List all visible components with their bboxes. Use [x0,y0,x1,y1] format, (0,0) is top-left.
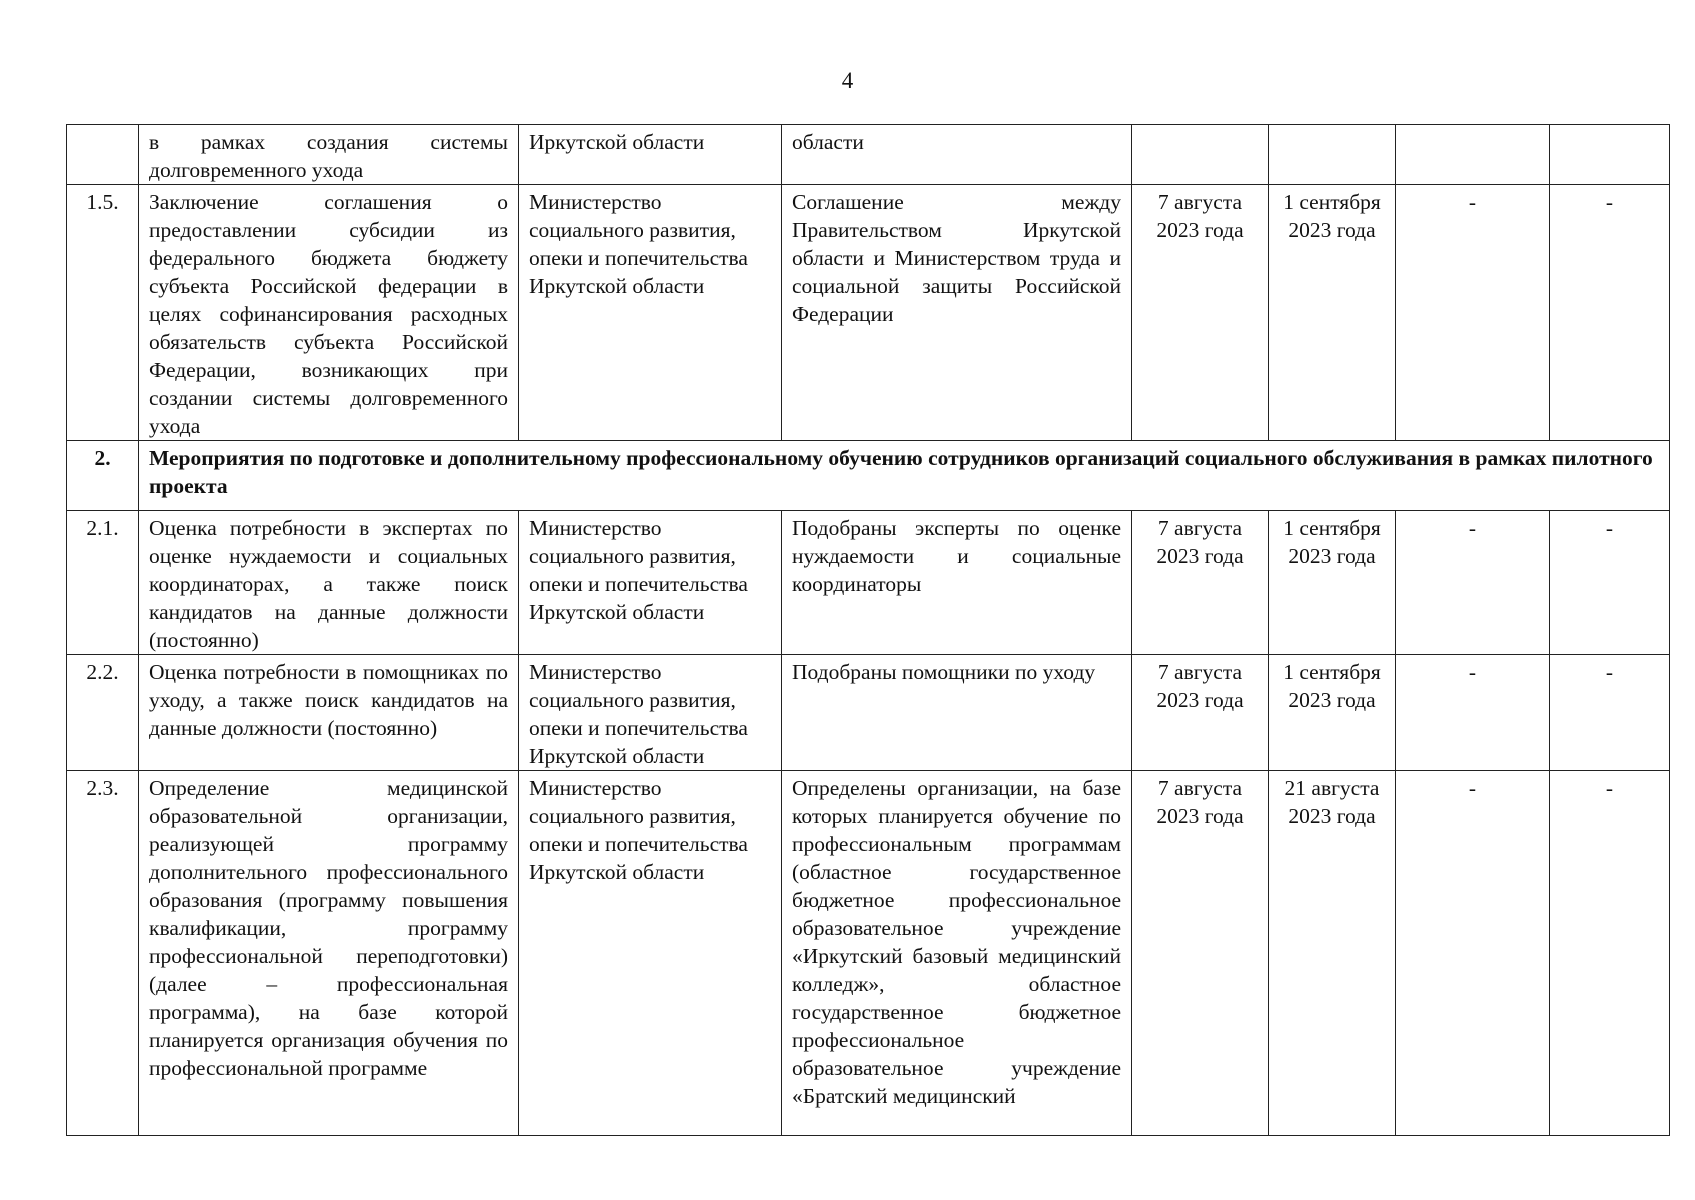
end-date-cell: 21 августа 2023 года [1269,771,1396,1136]
extra-cell-2 [1550,125,1670,185]
row-number: 2.1. [67,511,139,655]
row-number: 1.5. [67,185,139,441]
activity-cell: в рамках создания системы долговременного ухода [139,125,519,185]
result-cell: Определены организации, на базе которых планируется обучение по профессиональным программам (областное государственное бюджетное профессиональное образовательное учреждение «Иркутский базовый медицинский колледж», областное государственное бюджетное профессиональное образовательное учреждение «Братский медицинский [782,771,1132,1136]
start-date-cell: 7 августа 2023 года [1132,655,1269,771]
extra-cell-1: - [1396,655,1550,771]
end-date-cell: 1 сентября 2023 года [1269,511,1396,655]
row-number: 2.3. [67,771,139,1136]
responsible-cell: Министерство социального развития, опеки и попечительства Иркутской области [519,655,782,771]
row-number [67,125,139,185]
table-row [67,655,1670,771]
start-date-cell: 7 августа 2023 года [1132,771,1269,1136]
responsible-cell: Иркутской области [519,125,782,185]
extra-cell-1 [1396,125,1550,185]
table-row [67,511,1670,655]
responsible-cell: Министерство социального развития, опеки и попечительства Иркутской области [519,511,782,655]
end-date-cell: 1 сентября 2023 года [1269,655,1396,771]
extra-cell-2: - [1550,655,1670,771]
responsible-cell: Министерство социального развития, опеки и попечительства Иркутской области [519,185,782,441]
section-title: Мероприятия по подготовке и дополнительному профессиональному обучению сотрудников организаций социального обслуживания в рамках пилотного проекта [139,441,1670,511]
end-date-cell [1269,125,1396,185]
result-cell: Подобраны эксперты по оценке нуждаемости и социальные координаторы [782,511,1132,655]
extra-cell-1: - [1396,511,1550,655]
extra-cell-2: - [1550,511,1670,655]
result-cell: Подобраны помощники по уходу [782,655,1132,771]
start-date-cell: 7 августа 2023 года [1132,185,1269,441]
activity-cell: Оценка потребности в экспертах по оценке нуждаемости и социальных координаторах, а также поиск кандидатов на данные должности (постоянно) [139,511,519,655]
activity-plan-table [66,124,1670,1136]
section-number: 2. [67,441,139,511]
responsible-cell: Министерство социального развития, опеки и попечительства Иркутской области [519,771,782,1136]
table-row [67,185,1670,441]
extra-cell-2: - [1550,185,1670,441]
end-date-cell: 1 сентября 2023 года [1269,185,1396,441]
result-cell: Соглашение между Правительством Иркутской области и Министерством труда и социальной защиты Российской Федерации [782,185,1132,441]
start-date-cell [1132,125,1269,185]
table-row [67,125,1670,185]
start-date-cell: 7 августа 2023 года [1132,511,1269,655]
page-number: 4 [841,68,854,93]
extra-cell-1: - [1396,771,1550,1136]
section-row [67,441,1670,511]
activity-cell: Заключение соглашения о предоставлении субсидии из федерального бюджета бюджету субъекта Российской федерации в целях софинансирования расходных обязательств субъекта Российской Федерации, возникающих при создании системы долговременного ухода [139,185,519,441]
row-number: 2.2. [67,655,139,771]
activity-cell: Оценка потребности в помощниках по уходу, а также поиск кандидатов на данные должности (постоянно) [139,655,519,771]
activity-cell: Определение медицинской образовательной организации, реализующей программу дополнительного профессионального образования (программу повышения квалификации, программу профессиональной переподготовки) (далее – профессиональная программа), на базе которой планируется организация обучения по профессиональной программе [139,771,519,1136]
table-row [67,771,1670,1136]
result-cell: области [782,125,1132,185]
extra-cell-2: - [1550,771,1670,1136]
extra-cell-1: - [1396,185,1550,441]
